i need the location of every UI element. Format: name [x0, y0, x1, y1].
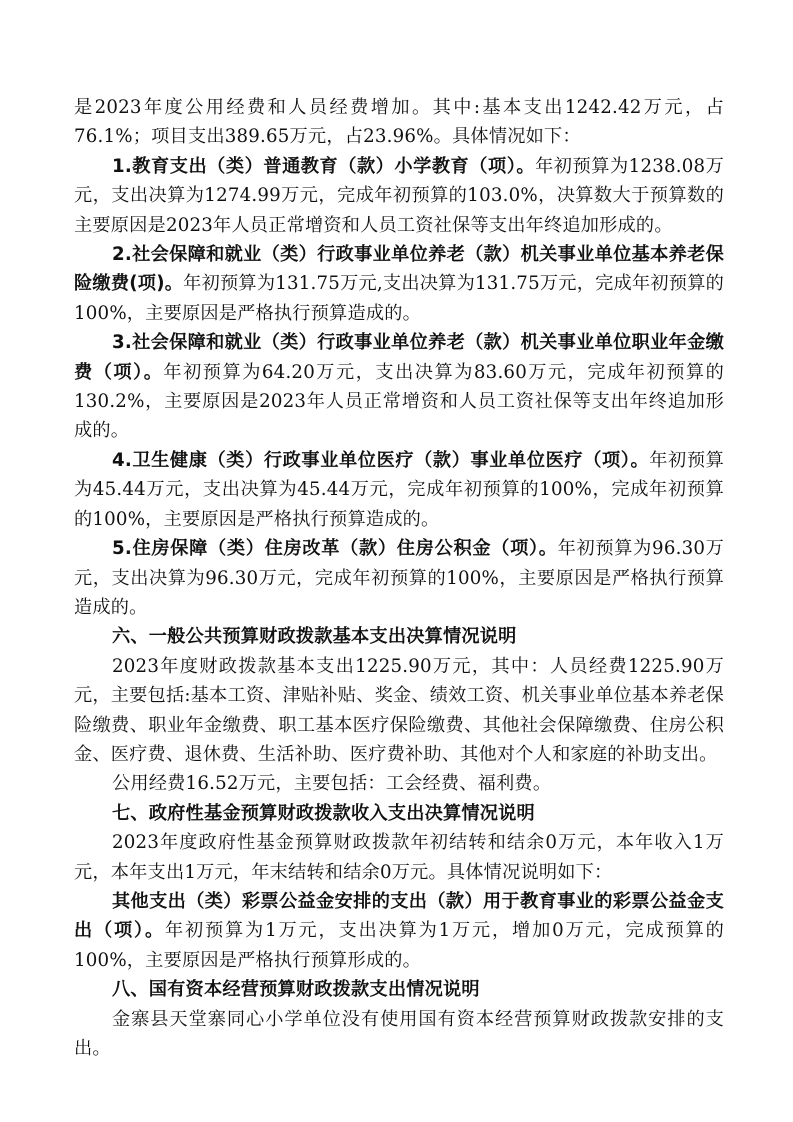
section-7-paragraph-1: 2023年度政府性基金预算财政拨款年初结转和结余0万元，本年收入1万元，本年支出1万元，年末结转和结余0万元。具体情况说明如下：	[74, 832, 724, 883]
item-4-body: 年初预算为45.44万元，支出决算为45.44万元，完成年初预算的100%，完成年初预算的100%，主要原因是严格执行预算造成的。	[74, 449, 724, 530]
section-7-item-paragraph	[74, 887, 724, 975]
item-3-paragraph	[74, 328, 724, 446]
item-4-title: 4.卫生健康（类）行政事业单位医疗（款）事业单位医疗（项）。	[112, 449, 650, 471]
item-5-title: 5.住房保障（类）住房改革（款）住房公积金（项）。	[112, 538, 558, 560]
item-3-body: 年初预算为64.20万元，支出决算为83.60万元，完成年初预算的130.2%，主要原因是2023年人员正常增资和人员工资社保等支出年终追加形成的。	[74, 361, 724, 442]
item-5-paragraph	[74, 534, 724, 622]
section-6-paragraph-1: 2023年度财政拨款基本支出1225.90万元，其中：人员经费1225.90万元，主要包括:基本工资、津贴补贴、奖金、绩效工资、机关事业单位基本养老保险缴费、职业年金缴费、职工基本医疗保险缴费、其他社会保障缴费、住房公积金、医疗费、退休费、生活补助、医疗费补助、其他对个人和家庭的补助支出。	[74, 655, 724, 765]
section-6-heading: 六、一般公共预算财政拨款基本支出决算情况说明	[112, 626, 517, 648]
section-7-item-body: 年初预算为1万元，支出决算为1万元，增加0万元，完成预算的100%，主要原因是严格执行预算形成的。	[74, 920, 724, 971]
document-body	[74, 93, 724, 1063]
item-1-body: 年初预算为1238.08万元，支出决算为1274.99万元，完成年初预算的103.0%，决算数大于预算数的主要原因是2023年人员正常增资和人员工资社保等支出年终追加形成的。	[74, 155, 724, 236]
item-5-body: 年初预算为96.30万元，支出决算为96.30万元，完成年初预算的100%，主要原因是严格执行预算造成的。	[74, 538, 724, 618]
item-3-title: 3.社会保障和就业（类）行政事业单位养老（款）机关事业单位职业年金缴费（项）。	[74, 332, 724, 383]
item-1-paragraph	[74, 152, 724, 240]
section-7-heading: 七、政府性基金预算财政拨款收入支出决算情况说明	[112, 802, 535, 824]
section-7-item-title: 其他支出（类）彩票公益金安排的支出（款）用于教育事业的彩票公益金支出（项）。	[74, 890, 724, 942]
item-4-paragraph	[74, 446, 724, 534]
item-1-title: 1.教育支出（类）普通教育（款）小学教育（项）。	[112, 155, 536, 177]
item-2-title: 2.社会保障和就业（类）行政事业单位养老（款）机关事业单位基本养老保险缴费(项)。	[74, 244, 724, 295]
item-2-body: 年初预算为131.75万元,支出决算为131.75万元，完成年初预算的100%，主要原因是严格执行预算造成的。	[74, 273, 724, 324]
section-6-paragraph-2: 公用经费16.52万元，主要包括：工会经费、福利费。	[112, 773, 552, 795]
item-2-paragraph	[74, 240, 724, 328]
intro-text: 是2023年度公用经费和人员经费增加。其中:基本支出1242.42万元，占76.1%；项目支出389.65万元，占23.96%。具体情况如下：	[74, 97, 724, 148]
intro-paragraph	[74, 93, 724, 152]
section-8-paragraph-1: 金寨县天堂寨同心小学单位没有使用国有资本经营预算财政拨款安排的支出。	[74, 1008, 724, 1059]
section-8-heading: 八、国有资本经营预算财政拨款支出情况说明	[112, 979, 480, 1001]
